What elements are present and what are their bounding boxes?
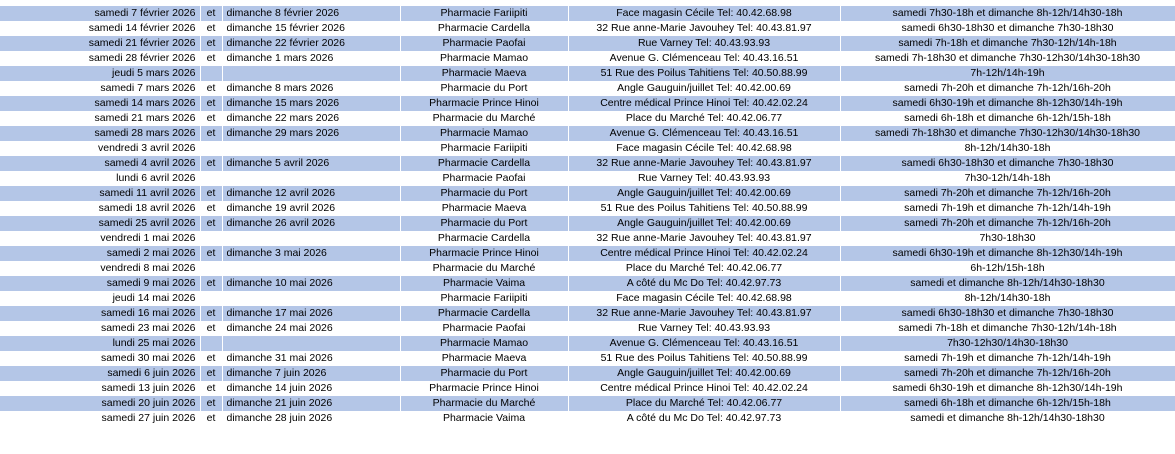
et-cell: et — [200, 411, 222, 426]
first-date-cell: samedi 27 juin 2026 — [0, 411, 200, 426]
address-phone-cell: 51 Rue des Poilus Tahitiens Tel: 40.50.88.99 — [568, 66, 840, 81]
et-cell: et — [200, 381, 222, 396]
address-phone-cell: 51 Rue des Poilus Tahitiens Tel: 40.50.88.99 — [568, 351, 840, 366]
et-cell: et — [200, 156, 222, 171]
address-phone-cell: 32 Rue anne-Marie Javouhey Tel: 40.43.81.97 — [568, 21, 840, 36]
table-row — [0, 261, 1175, 276]
opening-hours-cell: samedi 7h-18h et dimanche 7h30-12h/14h-18h — [840, 36, 1175, 51]
pharmacy-name-cell: Pharmacie Cardella — [400, 231, 568, 246]
second-date-cell: dimanche 5 avril 2026 — [222, 156, 400, 171]
first-date-cell: samedi 6 juin 2026 — [0, 366, 200, 381]
et-cell: et — [200, 6, 222, 21]
pharmacy-name-cell: Pharmacie Vaima — [400, 411, 568, 426]
pharmacy-name-cell: Pharmacie Maeva — [400, 66, 568, 81]
first-date-cell: vendredi 3 avril 2026 — [0, 141, 200, 156]
table-row — [0, 111, 1175, 126]
second-date-cell: dimanche 7 juin 2026 — [222, 366, 400, 381]
address-phone-cell: Face magasin Cécile Tel: 40.42.68.98 — [568, 291, 840, 306]
second-date-cell — [222, 66, 400, 81]
address-phone-cell: 51 Rue des Poilus Tahitiens Tel: 40.50.88.99 — [568, 201, 840, 216]
second-date-cell: dimanche 14 juin 2026 — [222, 381, 400, 396]
address-phone-cell: Rue Varney Tel: 40.43.93.93 — [568, 171, 840, 186]
first-date-cell: samedi 30 mai 2026 — [0, 351, 200, 366]
et-cell: et — [200, 216, 222, 231]
first-date-cell: jeudi 5 mars 2026 — [0, 66, 200, 81]
second-date-cell: dimanche 17 mai 2026 — [222, 306, 400, 321]
second-date-cell: dimanche 1 mars 2026 — [222, 51, 400, 66]
pharmacy-name-cell: Pharmacie Maeva — [400, 201, 568, 216]
et-cell: et — [200, 96, 222, 111]
address-phone-cell: Avenue G. Clémenceau Tel: 40.43.16.51 — [568, 126, 840, 141]
address-phone-cell: Place du Marché Tel: 40.42.06.77 — [568, 261, 840, 276]
et-cell: et — [200, 21, 222, 36]
opening-hours-cell: samedi 7h30-18h et dimanche 8h-12h/14h30-18h — [840, 6, 1175, 21]
address-phone-cell: Centre médical Prince Hinoi Tel: 40.42.02.24 — [568, 381, 840, 396]
first-date-cell: samedi 4 avril 2026 — [0, 156, 200, 171]
address-phone-cell: Rue Varney Tel: 40.43.93.93 — [568, 36, 840, 51]
address-phone-cell: Place du Marché Tel: 40.42.06.77 — [568, 111, 840, 126]
opening-hours-cell: samedi 7h-18h30 et dimanche 7h30-12h30/14h30-18h30 — [840, 126, 1175, 141]
opening-hours-cell: 7h30-12h/14h-18h — [840, 171, 1175, 186]
first-date-cell: samedi 21 mars 2026 — [0, 111, 200, 126]
first-date-cell: samedi 13 juin 2026 — [0, 381, 200, 396]
opening-hours-cell: samedi et dimanche 8h-12h/14h30-18h30 — [840, 276, 1175, 291]
address-phone-cell: Avenue G. Clémenceau Tel: 40.43.16.51 — [568, 336, 840, 351]
second-date-cell — [222, 291, 400, 306]
first-date-cell: samedi 28 février 2026 — [0, 51, 200, 66]
first-date-cell: samedi 21 février 2026 — [0, 36, 200, 51]
pharmacy-name-cell: Pharmacie Cardella — [400, 306, 568, 321]
table-row — [0, 411, 1175, 426]
table-row — [0, 351, 1175, 366]
address-phone-cell: 32 Rue anne-Marie Javouhey Tel: 40.43.81.97 — [568, 156, 840, 171]
et-cell — [200, 291, 222, 306]
second-date-cell: dimanche 10 mai 2026 — [222, 276, 400, 291]
first-date-cell: vendredi 8 mai 2026 — [0, 261, 200, 276]
second-date-cell: dimanche 31 mai 2026 — [222, 351, 400, 366]
opening-hours-cell: 8h-12h/14h30-18h — [840, 141, 1175, 156]
second-date-cell: dimanche 19 avril 2026 — [222, 201, 400, 216]
et-cell: et — [200, 396, 222, 411]
second-date-cell: dimanche 8 mars 2026 — [222, 81, 400, 96]
et-cell — [200, 171, 222, 186]
second-date-cell: dimanche 3 mai 2026 — [222, 246, 400, 261]
pharmacy-name-cell: Pharmacie Paofai — [400, 36, 568, 51]
second-date-cell: dimanche 24 mai 2026 — [222, 321, 400, 336]
et-cell: et — [200, 351, 222, 366]
table-row — [0, 291, 1175, 306]
first-date-cell: samedi 25 avril 2026 — [0, 216, 200, 231]
et-cell: et — [200, 246, 222, 261]
et-cell: et — [200, 111, 222, 126]
opening-hours-cell: samedi 6h30-19h et dimanche 8h-12h30/14h-19h — [840, 381, 1175, 396]
table-row — [0, 36, 1175, 51]
address-phone-cell: Centre médical Prince Hinoi Tel: 40.42.02.24 — [568, 246, 840, 261]
second-date-cell: dimanche 22 février 2026 — [222, 36, 400, 51]
address-phone-cell: Angle Gauguin/juillet Tel: 40.42.00.69 — [568, 81, 840, 96]
table-row — [0, 66, 1175, 81]
table-row — [0, 126, 1175, 141]
pharmacy-name-cell: Pharmacie Cardella — [400, 156, 568, 171]
opening-hours-cell: 7h30-12h30/14h30-18h30 — [840, 336, 1175, 351]
first-date-cell: samedi 14 février 2026 — [0, 21, 200, 36]
pharmacy-name-cell: Pharmacie Vaima — [400, 276, 568, 291]
pharmacy-name-cell: Pharmacie Mamao — [400, 126, 568, 141]
first-date-cell: lundi 6 avril 2026 — [0, 171, 200, 186]
second-date-cell: dimanche 8 février 2026 — [222, 6, 400, 21]
opening-hours-cell: 6h-12h/15h-18h — [840, 261, 1175, 276]
address-phone-cell: A côté du Mc Do Tel: 40.42.97.73 — [568, 411, 840, 426]
first-date-cell: samedi 28 mars 2026 — [0, 126, 200, 141]
et-cell — [200, 336, 222, 351]
table-row — [0, 51, 1175, 66]
pharmacy-name-cell: Pharmacie Mamao — [400, 336, 568, 351]
first-date-cell: samedi 14 mars 2026 — [0, 96, 200, 111]
table-row — [0, 171, 1175, 186]
table-row — [0, 81, 1175, 96]
pharmacy-name-cell: Pharmacie Fariipiti — [400, 6, 568, 21]
first-date-cell: samedi 23 mai 2026 — [0, 321, 200, 336]
opening-hours-cell: samedi 7h-18h et dimanche 7h30-12h/14h-18h — [840, 321, 1175, 336]
et-cell: et — [200, 276, 222, 291]
first-date-cell: samedi 9 mai 2026 — [0, 276, 200, 291]
address-phone-cell: 32 Rue anne-Marie Javouhey Tel: 40.43.81.97 — [568, 306, 840, 321]
second-date-cell: dimanche 26 avril 2026 — [222, 216, 400, 231]
pharmacy-name-cell: Pharmacie Cardella — [400, 21, 568, 36]
address-phone-cell: Angle Gauguin/juillet Tel: 40.42.00.69 — [568, 186, 840, 201]
address-phone-cell: Avenue G. Clémenceau Tel: 40.43.16.51 — [568, 51, 840, 66]
et-cell: et — [200, 81, 222, 96]
table-row — [0, 156, 1175, 171]
et-cell: et — [200, 36, 222, 51]
address-phone-cell: Place du Marché Tel: 40.42.06.77 — [568, 396, 840, 411]
opening-hours-cell: 7h30-18h30 — [840, 231, 1175, 246]
second-date-cell — [222, 336, 400, 351]
on-duty-pharmacy-table — [0, 6, 1175, 426]
table-row — [0, 201, 1175, 216]
opening-hours-cell: samedi 6h-18h et dimanche 6h-12h/15h-18h — [840, 111, 1175, 126]
table-row — [0, 21, 1175, 36]
first-date-cell: samedi 11 avril 2026 — [0, 186, 200, 201]
et-cell — [200, 141, 222, 156]
second-date-cell: dimanche 29 mars 2026 — [222, 126, 400, 141]
first-date-cell: jeudi 14 mai 2026 — [0, 291, 200, 306]
opening-hours-cell: 7h-12h/14h-19h — [840, 66, 1175, 81]
pharmacy-name-cell: Pharmacie du Port — [400, 216, 568, 231]
pharmacy-name-cell: Pharmacie du Port — [400, 186, 568, 201]
second-date-cell: dimanche 22 mars 2026 — [222, 111, 400, 126]
second-date-cell: dimanche 12 avril 2026 — [222, 186, 400, 201]
et-cell: et — [200, 306, 222, 321]
opening-hours-cell: samedi 7h-20h et dimanche 7h-12h/16h-20h — [840, 186, 1175, 201]
opening-hours-cell: samedi et dimanche 8h-12h/14h30-18h30 — [840, 411, 1175, 426]
table-row — [0, 276, 1175, 291]
opening-hours-cell: samedi 7h-20h et dimanche 7h-12h/16h-20h — [840, 216, 1175, 231]
table-body — [0, 6, 1175, 426]
address-phone-cell: Angle Gauguin/juillet Tel: 40.42.00.69 — [568, 216, 840, 231]
second-date-cell: dimanche 15 février 2026 — [222, 21, 400, 36]
second-date-cell: dimanche 21 juin 2026 — [222, 396, 400, 411]
address-phone-cell: A côté du Mc Do Tel: 40.42.97.73 — [568, 276, 840, 291]
table-row — [0, 381, 1175, 396]
address-phone-cell: Centre médical Prince Hinoi Tel: 40.42.02.24 — [568, 96, 840, 111]
address-phone-cell: Face magasin Cécile Tel: 40.42.68.98 — [568, 141, 840, 156]
address-phone-cell: Face magasin Cécile Tel: 40.42.68.98 — [568, 6, 840, 21]
et-cell: et — [200, 366, 222, 381]
address-phone-cell: Rue Varney Tel: 40.43.93.93 — [568, 321, 840, 336]
pharmacy-name-cell: Pharmacie Prince Hinoi — [400, 381, 568, 396]
opening-hours-cell: samedi 6h30-18h30 et dimanche 7h30-18h30 — [840, 156, 1175, 171]
et-cell: et — [200, 186, 222, 201]
pharmacy-name-cell: Pharmacie Mamao — [400, 51, 568, 66]
second-date-cell — [222, 171, 400, 186]
pharmacy-name-cell: Pharmacie du Marché — [400, 261, 568, 276]
opening-hours-cell: samedi 6h30-18h30 et dimanche 7h30-18h30 — [840, 21, 1175, 36]
table-row — [0, 231, 1175, 246]
pharmacy-name-cell: Pharmacie Prince Hinoi — [400, 246, 568, 261]
second-date-cell — [222, 261, 400, 276]
second-date-cell — [222, 231, 400, 246]
table-row — [0, 336, 1175, 351]
table-row — [0, 216, 1175, 231]
table-row — [0, 306, 1175, 321]
table-row — [0, 96, 1175, 111]
opening-hours-cell: samedi 7h-20h et dimanche 7h-12h/16h-20h — [840, 366, 1175, 381]
et-cell — [200, 231, 222, 246]
opening-hours-cell: samedi 6h30-18h30 et dimanche 7h30-18h30 — [840, 306, 1175, 321]
first-date-cell: samedi 18 avril 2026 — [0, 201, 200, 216]
opening-hours-cell: samedi 7h-19h et dimanche 7h-12h/14h-19h — [840, 351, 1175, 366]
table-row — [0, 141, 1175, 156]
first-date-cell: vendredi 1 mai 2026 — [0, 231, 200, 246]
pharmacy-name-cell: Pharmacie du Port — [400, 366, 568, 381]
table-row — [0, 6, 1175, 21]
second-date-cell — [222, 141, 400, 156]
pharmacy-name-cell: Pharmacie du Port — [400, 81, 568, 96]
et-cell — [200, 66, 222, 81]
first-date-cell: samedi 7 février 2026 — [0, 6, 200, 21]
address-phone-cell: Angle Gauguin/juillet Tel: 40.42.00.69 — [568, 366, 840, 381]
first-date-cell: samedi 7 mars 2026 — [0, 81, 200, 96]
opening-hours-cell: 8h-12h/14h30-18h — [840, 291, 1175, 306]
opening-hours-cell: samedi 7h-20h et dimanche 7h-12h/16h-20h — [840, 81, 1175, 96]
pharmacy-name-cell: Pharmacie Fariipiti — [400, 291, 568, 306]
table-row — [0, 321, 1175, 336]
et-cell: et — [200, 51, 222, 66]
pharmacy-name-cell: Pharmacie Maeva — [400, 351, 568, 366]
first-date-cell: samedi 20 juin 2026 — [0, 396, 200, 411]
address-phone-cell: 32 Rue anne-Marie Javouhey Tel: 40.43.81.97 — [568, 231, 840, 246]
pharmacy-name-cell: Pharmacie Fariipiti — [400, 141, 568, 156]
opening-hours-cell: samedi 7h-18h30 et dimanche 7h30-12h30/14h30-18h30 — [840, 51, 1175, 66]
opening-hours-cell: samedi 6h30-19h et dimanche 8h-12h30/14h-19h — [840, 246, 1175, 261]
pharmacy-name-cell: Pharmacie du Marché — [400, 111, 568, 126]
table-row — [0, 246, 1175, 261]
pharmacy-name-cell: Pharmacie Paofai — [400, 321, 568, 336]
second-date-cell: dimanche 28 juin 2026 — [222, 411, 400, 426]
second-date-cell: dimanche 15 mars 2026 — [222, 96, 400, 111]
et-cell: et — [200, 201, 222, 216]
et-cell — [200, 261, 222, 276]
pharmacy-name-cell: Pharmacie Prince Hinoi — [400, 96, 568, 111]
opening-hours-cell: samedi 6h30-19h et dimanche 8h-12h30/14h-19h — [840, 96, 1175, 111]
table-row — [0, 366, 1175, 381]
opening-hours-cell: samedi 6h-18h et dimanche 6h-12h/15h-18h — [840, 396, 1175, 411]
first-date-cell: samedi 16 mai 2026 — [0, 306, 200, 321]
opening-hours-cell: samedi 7h-19h et dimanche 7h-12h/14h-19h — [840, 201, 1175, 216]
table-row — [0, 186, 1175, 201]
et-cell: et — [200, 321, 222, 336]
first-date-cell: samedi 2 mai 2026 — [0, 246, 200, 261]
et-cell: et — [200, 126, 222, 141]
table-row — [0, 396, 1175, 411]
first-date-cell: lundi 25 mai 2026 — [0, 336, 200, 351]
pharmacy-name-cell: Pharmacie du Marché — [400, 396, 568, 411]
pharmacy-name-cell: Pharmacie Paofai — [400, 171, 568, 186]
